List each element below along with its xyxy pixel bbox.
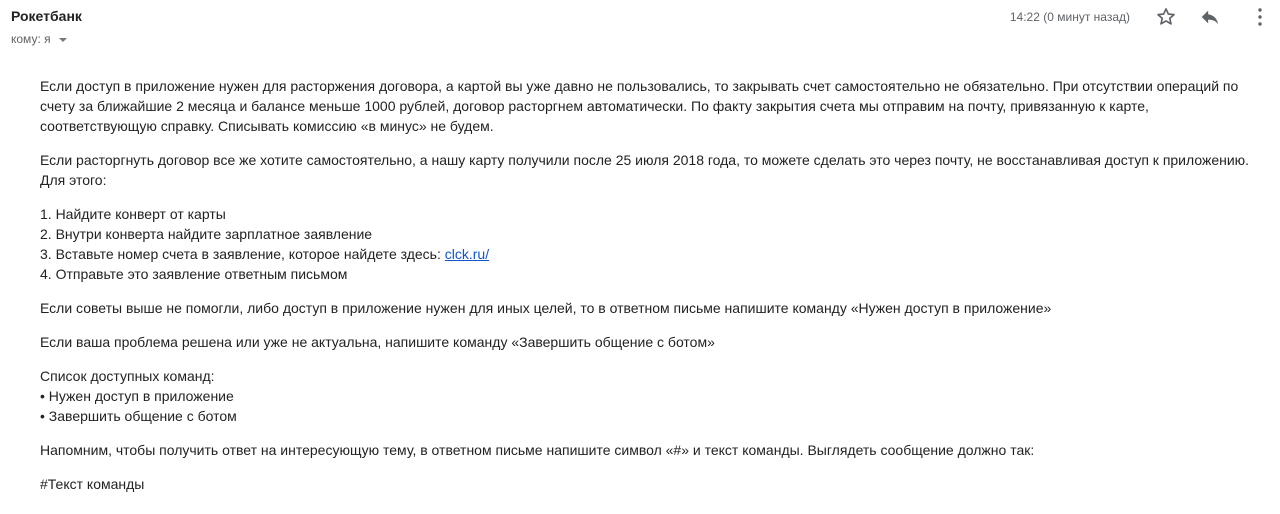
star-button[interactable]	[1154, 5, 1178, 29]
recipient-details-toggle[interactable]	[11, 32, 67, 46]
message-body	[40, 76, 1260, 508]
paragraph-access-command: Если советы выше не помогли, либо доступ в приложение нужен для иных целей, то в ответном письме напишите команду «Нужен доступ в приложение»	[40, 300, 1052, 316]
recipient-label: кому: я	[11, 32, 51, 46]
step-4: 4. Отправьте это заявление ответным письмом	[40, 266, 348, 282]
step-1: 1. Найдите конверт от карты	[40, 206, 226, 222]
steps-list	[40, 204, 1260, 284]
command-example: #Текст команды	[40, 476, 145, 492]
step-3	[40, 244, 1260, 264]
commands-title: Список доступных команд:	[40, 368, 215, 384]
command-item-finish: • Завершить общение с ботом	[40, 408, 237, 424]
step-3-text: 3. Вставьте номер счета в заявление, которое найдете здесь:	[40, 246, 445, 262]
chevron-down-icon[interactable]	[59, 38, 67, 42]
statement-link[interactable]: clck.ru/	[444, 246, 490, 262]
paragraph-finish-command: Если ваша проблема решена или уже не актуальна, напишите команду «Завершить общение с ботом»	[40, 334, 715, 350]
reply-icon	[1199, 6, 1221, 28]
reply-button[interactable]	[1198, 5, 1222, 29]
timestamp: 14:22 (0 минут назад)	[1009, 10, 1130, 24]
paragraph-manual-termination: Если расторгнуть договор все же хотите самостоятельно, а нашу карту получили после 25 июля 2018 года, то можете сделать это через почту, не восстанавливая доступ к приложению. Для этого:	[40, 152, 1250, 188]
command-item-access: • Нужен доступ в приложение	[40, 388, 234, 404]
sender-name: Рокетбанк	[11, 8, 82, 24]
step-2: 2. Внутри конверта найдите зарплатное заявление	[40, 226, 373, 242]
message-actions	[1010, 0, 1280, 34]
more-vert-icon	[1257, 7, 1263, 27]
paragraph-auto-closure: Если доступ в приложение нужен для расторжения договора, а картой вы уже давно не пользовались, то закрывать счет самостоятельно не обязательно. При отсутствии операций по счету за ближайшие 2 месяца и балансе меньше 1000 рублей, договор расторгнем автоматически. По факту закрытия счета мы отправим на почту, привязанную к карте, соответствующую справку. Списывать комиссию «в минус» не будем.	[40, 78, 1239, 134]
paragraph-reminder: Напомним, чтобы получить ответ на интересующую тему, в ответном письме напишите символ «#» и текст команды. Выглядеть сообщение должно так:	[40, 442, 1035, 458]
star-icon	[1155, 6, 1177, 28]
commands-list	[40, 366, 1260, 426]
more-options-button[interactable]	[1248, 5, 1272, 29]
